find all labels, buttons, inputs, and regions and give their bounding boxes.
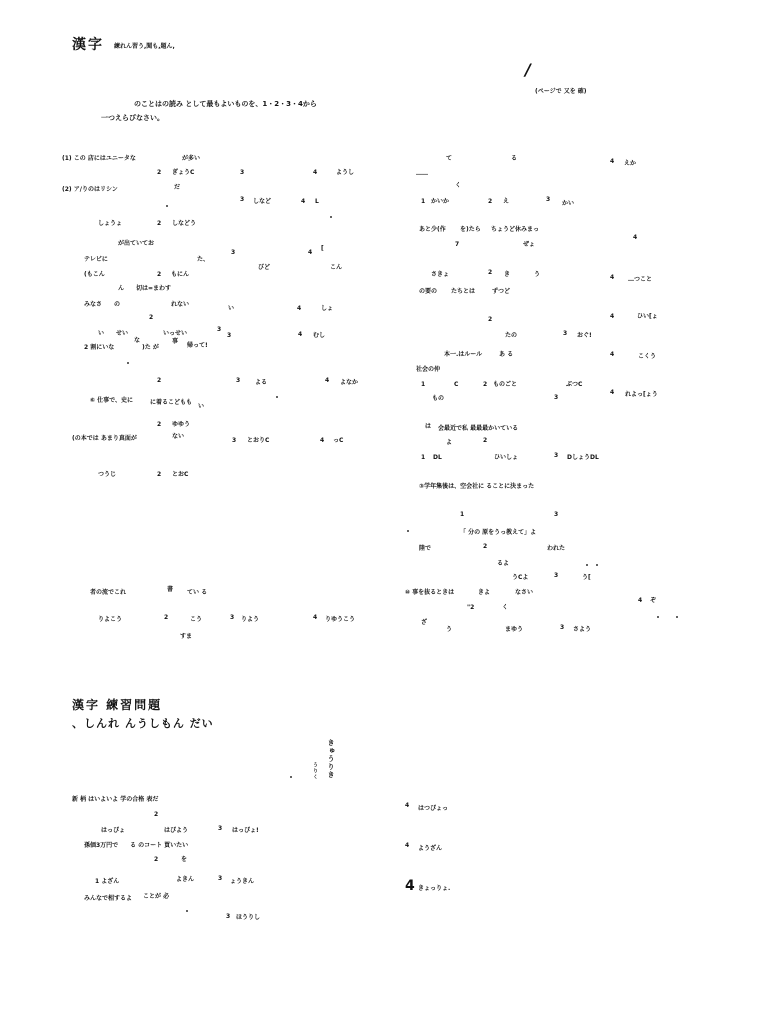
worksheet-text: っC <box>333 437 344 444</box>
worksheet-text: てい る <box>187 589 208 596</box>
worksheet-text: ほうりし <box>236 914 261 921</box>
page1-title: 漢字 <box>72 37 104 53</box>
worksheet-text: よる <box>255 379 268 386</box>
worksheet-text: 4 <box>320 437 325 444</box>
slash-mark: / <box>525 60 531 79</box>
worksheet-text: い <box>228 305 235 312</box>
worksheet-text: 3 <box>554 394 559 401</box>
worksheet-text: はつぴょっ <box>418 805 449 812</box>
worksheet-text: まゆう <box>505 626 524 633</box>
worksheet-text: 3 <box>230 614 235 621</box>
worksheet-text: よ <box>446 439 453 446</box>
worksheet-text: 切は=まわす <box>136 285 172 292</box>
worksheet-text: 3 <box>560 624 565 631</box>
worksheet-text: ひい[ょ <box>637 313 658 320</box>
worksheet-text: りよう <box>241 616 260 623</box>
worksheet-text: ぶつC <box>566 381 583 388</box>
ink-speck <box>166 205 168 207</box>
worksheet-text: 3 <box>231 249 236 256</box>
ink-speck <box>586 564 588 566</box>
worksheet-text: 2 <box>164 614 169 621</box>
worksheet-text: 3 <box>240 196 245 203</box>
worksheet-text: はぴよう <box>164 827 189 834</box>
worksheet-text: 2 割にいな <box>84 344 115 351</box>
worksheet-text: 4 <box>610 313 615 320</box>
worksheet-text: よなか <box>340 379 359 386</box>
worksheet-text: 陸で <box>419 545 432 552</box>
worksheet-text: 会最近で私 最最最かいている <box>438 425 519 432</box>
worksheet-text: ようざん <box>418 845 443 852</box>
worksheet-text: 事 <box>172 338 179 345</box>
worksheet-text: 2 <box>488 198 493 205</box>
worksheet-text: 2 <box>149 314 154 321</box>
worksheet-text: しょうょ <box>98 220 123 227</box>
worksheet-text: 2 <box>483 437 488 444</box>
worksheet-text: 7 <box>455 241 460 248</box>
worksheet-text: せい <box>116 330 129 337</box>
worksheet-text: を)たら <box>460 226 481 233</box>
worksheet-text: 2 <box>157 471 162 478</box>
instruction-line-1: のことはの読み として最もよいものを、1・2・3・4から <box>134 100 317 108</box>
worksheet-text: 2 <box>157 220 162 227</box>
worksheet-text: びど <box>258 264 271 271</box>
worksheet-text: (1) この 店にはユニータな <box>62 155 136 162</box>
page1-subtitle: 練れん習う,聞も,題ん, <box>114 43 175 50</box>
worksheet-text: 4 <box>313 614 318 621</box>
worksheet-text: 4 <box>301 198 306 205</box>
worksheet-text: 4 <box>297 305 302 312</box>
worksheet-text: 4 <box>405 802 410 809</box>
worksheet-text: 3 <box>546 196 551 203</box>
worksheet-text: く <box>502 604 509 611</box>
worksheet-text: ょうきん <box>230 878 255 885</box>
ink-speck <box>596 564 598 566</box>
worksheet-text: 4 <box>610 274 615 281</box>
worksheet-text: 3 <box>236 377 241 384</box>
instruction-line-2: 一つえらびなさい。 <box>101 114 164 122</box>
worksheet-text: )た が <box>142 344 159 351</box>
worksheet-text: 1 <box>460 511 465 518</box>
worksheet-text: 4 <box>325 377 330 384</box>
ink-speck <box>330 216 332 218</box>
worksheet-text: かいか <box>431 198 450 205</box>
worksheet-text: 2 <box>483 381 488 388</box>
worksheet-text: こくう <box>638 353 657 360</box>
worksheet-text: を <box>181 856 188 863</box>
worksheet-text: むし <box>313 332 326 339</box>
worksheet-text: 3 <box>554 572 559 579</box>
worksheet-text: みなさ <box>84 301 103 308</box>
worksheet-text: く <box>455 182 462 189</box>
worksheet-text: ない <box>172 433 185 440</box>
worksheet-text: つうじ <box>98 471 117 478</box>
worksheet-text: こう <box>190 616 203 623</box>
worksheet-text: 2 <box>157 169 162 176</box>
worksheet-text: おぐ! <box>577 332 592 339</box>
worksheet-text: き <box>504 271 511 278</box>
worksheet-text: (2) ア/りのはリシン <box>62 186 118 193</box>
worksheet-text: すま <box>180 633 193 640</box>
ink-speck <box>276 396 278 398</box>
worksheet-text: 4 <box>610 158 615 165</box>
worksheet-text: いっせい <box>163 330 188 337</box>
page2-title: 漢字 練習問題 <box>72 698 163 712</box>
worksheet-text: た、 <box>197 256 210 263</box>
worksheet-text: 1 <box>421 381 426 388</box>
worksheet-text: 4 <box>298 331 303 338</box>
worksheet-text: う <box>534 271 541 278</box>
worksheet-text: な <box>134 337 141 344</box>
worksheet-text: 4 <box>308 249 313 256</box>
worksheet-text: あ る <box>499 351 514 358</box>
worksheet-text: ゆゆう <box>172 421 191 428</box>
worksheet-text: 2 <box>154 856 159 863</box>
ink-speck <box>290 776 292 778</box>
ink-speck <box>657 616 659 618</box>
worksheet-text: さよう <box>573 626 592 633</box>
worksheet-text: 者の流でこれ <box>90 589 127 596</box>
worksheet-text: の <box>114 301 121 308</box>
worksheet-text: ぞ <box>650 597 657 604</box>
worksheet-text: ことが 必 <box>143 893 170 900</box>
worksheet-text: 4 <box>405 842 410 849</box>
worksheet-text: 孫価3万円で <box>84 842 119 849</box>
vertical-reading-main: きゅうりき <box>327 739 335 779</box>
worksheet-text: とおC <box>172 471 189 478</box>
worksheet-text: さきょ <box>431 271 450 278</box>
worksheet-text: 1 <box>421 454 426 461</box>
worksheet-text: テレビに <box>84 256 108 263</box>
worksheet-text: しなどう <box>172 220 197 227</box>
worksheet-text: りよこう <box>98 616 123 623</box>
worksheet-text: ぜょ <box>523 241 535 248</box>
worksheet-text: われた <box>547 545 566 552</box>
worksheet-text: みんなで相するよ <box>84 895 133 902</box>
worksheet-text: 2 <box>157 377 162 384</box>
worksheet-text: 4 <box>638 597 643 604</box>
worksheet-text: の要の <box>419 288 438 295</box>
worksheet-text: あと少(作 <box>419 226 446 233</box>
worksheet-text: 3 <box>563 330 568 337</box>
ink-speck <box>186 910 188 912</box>
worksheet-text: う[ <box>582 574 591 581</box>
vertical-reading-side: うりく <box>312 762 318 780</box>
worksheet-text: う <box>446 626 453 633</box>
worksheet-text: …… <box>416 170 428 177</box>
worksheet-text: い <box>198 403 205 410</box>
worksheet-text: れない <box>171 301 190 308</box>
worksheet-text: しなど <box>253 198 272 205</box>
worksheet-text: もの <box>432 395 445 402</box>
page2-option-4-label: きょっりょ. <box>418 885 451 892</box>
worksheet-text: たの <box>505 332 518 339</box>
worksheet-text: はっぴょ <box>101 827 126 834</box>
worksheet-text: だ <box>174 184 181 191</box>
worksheet-text: ぎょうC <box>172 169 195 176</box>
worksheet-text: こん <box>330 264 343 271</box>
worksheet-text: 2 <box>154 811 159 818</box>
page-reference-note: (ページで 又を 確) <box>535 88 587 95</box>
worksheet-text: い <box>98 330 105 337</box>
worksheet-text: 4 <box>610 389 615 396</box>
worksheet-text: 3 <box>226 913 231 920</box>
worksheet-text: 2 <box>488 269 493 276</box>
worksheet-text: る <box>511 155 518 162</box>
worksheet-text: 4 <box>633 234 638 241</box>
worksheet-text: "2 <box>467 604 475 611</box>
worksheet-text: (の本では あまり真面が <box>72 435 137 442</box>
worksheet-text: えか <box>624 160 637 167</box>
worksheet-text: 本一.はルール <box>444 351 483 358</box>
ink-speck <box>127 362 129 364</box>
worksheet-text: [ <box>321 245 324 252</box>
worksheet-text: 3 <box>554 452 559 459</box>
worksheet-text: C <box>454 381 459 388</box>
worksheet-text: りゆうこう <box>325 616 356 623</box>
worksheet-text: もにん <box>171 271 190 278</box>
worksheet-text: は <box>425 423 432 430</box>
worksheet-text: (もこん <box>84 271 105 278</box>
worksheet-text: ⑩ 事を抜るときは <box>405 589 455 596</box>
worksheet-text: る のコート 買いたい <box>130 842 189 849</box>
worksheet-text: 1 <box>421 198 426 205</box>
page2-subtitle: 、しんれ んうしもん だい <box>72 717 214 730</box>
worksheet-text: ものごと <box>493 381 518 388</box>
worksheet-text: 3 <box>232 437 237 444</box>
worksheet-text: 3 <box>240 169 245 176</box>
worksheet-text: え <box>503 198 510 205</box>
worksheet-text: 1 よざん <box>95 878 120 885</box>
worksheet-text: ③学年集後は、空会社に ることに決まった <box>419 483 535 490</box>
worksheet-text: よきん <box>176 876 195 883</box>
ink-speck <box>676 616 678 618</box>
worksheet-text: ようし <box>336 169 355 176</box>
worksheet-text: れよっ[ょう <box>625 391 658 398</box>
worksheet-text: DL <box>433 454 442 461</box>
worksheet-text: 3 <box>217 326 222 333</box>
page2-option-4: 4 <box>405 878 415 894</box>
worksheet-text: 4 <box>610 351 615 358</box>
worksheet-text: 3 <box>218 875 223 882</box>
worksheet-text: 3 <box>227 332 232 339</box>
worksheet-text: が出ていてお <box>118 240 155 247</box>
worksheet-text: かい <box>562 200 575 207</box>
worksheet-text: て <box>446 155 453 162</box>
worksheet-text: ⑥ 仕事で、史に <box>90 397 134 404</box>
worksheet-text: たちとは <box>451 288 476 295</box>
worksheet-text: ざ <box>421 619 428 626</box>
worksheet-text: 2 <box>483 543 488 550</box>
worksheet-text: ずつど <box>492 288 511 295</box>
worksheet-text: なさい <box>515 589 534 596</box>
worksheet-text: 書 <box>167 586 174 593</box>
worksheet-text: 2 <box>157 271 162 278</box>
worksheet-text: 2 <box>488 316 493 323</box>
worksheet-text: はっぴょ! <box>232 827 259 834</box>
worksheet-text: が多い <box>182 155 201 162</box>
worksheet-text: 3 <box>554 511 559 518</box>
worksheet-text: ん <box>118 285 125 292</box>
ink-speck <box>407 530 409 532</box>
worksheet-text: 2 <box>157 421 162 428</box>
worksheet-text: 「 分の 原をうっ教えて」よ <box>460 529 537 536</box>
worksheet-text: るよ <box>497 560 510 567</box>
worksheet-text: うCよ <box>512 574 529 581</box>
worksheet-text: …つこと <box>628 276 653 283</box>
worksheet-text: L <box>315 198 319 205</box>
worksheet-text: 社会の仲 <box>416 366 441 373</box>
worksheet-text: ちょうど休みまっ <box>491 226 540 233</box>
worksheet-text: 4 <box>313 169 318 176</box>
worksheet-text: しょ <box>321 305 334 312</box>
worksheet-text: 新 柄 はいよいよ 学の合格 表だ <box>72 796 159 803</box>
worksheet-text: ひいしょ <box>494 454 519 461</box>
worksheet-text: 帰って! <box>187 342 208 349</box>
worksheet-text: 3 <box>218 825 223 832</box>
worksheet-text: きよ <box>478 589 491 596</box>
worksheet-text: DしょうDL <box>567 454 599 461</box>
worksheet-text: に着るこどもも <box>150 399 193 406</box>
worksheet-text: とおりC <box>247 437 270 444</box>
